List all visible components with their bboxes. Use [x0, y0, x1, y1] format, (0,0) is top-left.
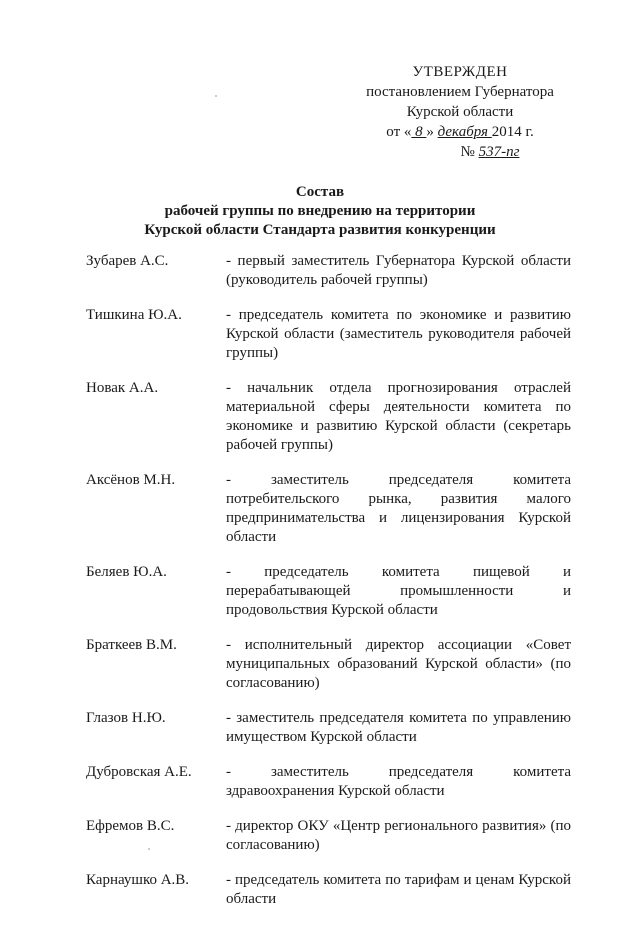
member-role: - заместитель председателя комитета по управлению имуществом Курской области — [226, 710, 571, 745]
member-row — [86, 709, 571, 747]
member-name: Тишкина Ю.А. — [86, 307, 182, 323]
member-row — [86, 871, 571, 909]
member-role: - председатель комитета по тарифам и ценам Курской области — [226, 872, 571, 907]
date-mid: » — [426, 124, 434, 140]
members-list — [86, 252, 571, 925]
member-row — [86, 636, 571, 693]
member-name: Браткеев В.М. — [86, 637, 177, 653]
approval-stamp: УТВЕРЖДЕН — [412, 64, 508, 80]
approval-date — [350, 122, 570, 142]
member-name: Ефремов В.С. — [86, 818, 175, 834]
approval-line-2: Курской области — [406, 104, 514, 120]
member-role: - председатель комитета по экономике и развитию Курской области (заместитель руководителя рабочей группы) — [226, 307, 571, 361]
member-role: - исполнительный директор ассоциации «Совет муниципальных образований Курской области» (по согласованию) — [226, 637, 571, 691]
date-day: 8 — [411, 124, 427, 140]
member-row — [86, 817, 571, 855]
member-role: - начальник отдела прогнозирования отраслей материальной сферы деятельности комитета по экономике и развитию Курской области (секретарь рабочей группы) — [226, 380, 571, 453]
date-prefix: от « — [386, 124, 412, 140]
member-role: - заместитель председателя комитета потребительского рынка, развития малого предпринимательства и лицензирования Курской области — [226, 472, 571, 545]
member-row — [86, 563, 571, 620]
member-row — [86, 252, 571, 290]
document-heading — [0, 183, 640, 240]
member-name: Карнаушко А.В. — [86, 872, 190, 888]
member-row — [86, 471, 571, 547]
number-value: 537-пг — [478, 144, 520, 160]
heading-line-3: Курской области Стандарта развития конкуренции — [144, 222, 496, 238]
member-role: - председатель комитета пищевой и перерабатывающей промышленности и продовольствия Курской области — [226, 564, 571, 618]
member-name: Зубарев А.С. — [86, 253, 169, 269]
member-row — [86, 306, 571, 363]
approval-line-1: постановлением Губернатора — [366, 84, 554, 100]
member-name: Новак А.А. — [86, 380, 159, 396]
approval-number — [410, 142, 570, 162]
number-prefix: № — [460, 144, 479, 160]
heading-line-2: рабочей группы по внедрению на территории — [164, 203, 476, 219]
scan-speck — [148, 848, 150, 850]
date-year: 2014 г. — [491, 124, 534, 140]
scan-speck — [215, 95, 217, 97]
member-role: - заместитель председателя комитета здравоохранения Курской области — [226, 764, 571, 799]
member-role: - первый заместитель Губернатора Курской области (руководитель рабочей группы) — [226, 253, 571, 288]
member-row — [86, 763, 571, 801]
approval-block — [350, 62, 570, 162]
member-row — [86, 379, 571, 455]
member-name: Беляев Ю.А. — [86, 564, 167, 580]
member-name: Глазов Н.Ю. — [86, 710, 166, 726]
heading-line-1: Состав — [295, 184, 345, 200]
member-name: Аксёнов М.Н. — [86, 472, 176, 488]
date-month: декабря — [437, 124, 492, 140]
member-name: Дубровская А.Е. — [86, 764, 192, 780]
member-role: - директор ОКУ «Центр регионального развития» (по согласованию) — [226, 818, 571, 853]
